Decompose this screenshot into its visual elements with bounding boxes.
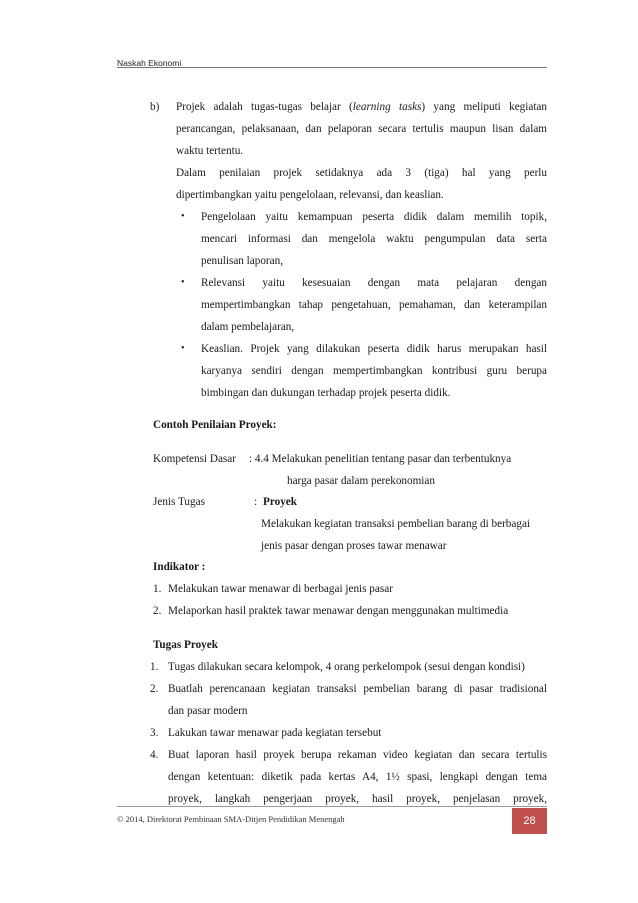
indikator-num-2: 2.: [153, 605, 162, 617]
jenis-value: Proyek: [263, 496, 297, 508]
indikator-num-1: 1.: [153, 583, 162, 595]
bullet-2-line-1: Relevansi yaitu kesesuaian dengan mata pelajaran dengan: [201, 277, 547, 289]
tugas-1-line-1: Tugas dilakukan secara kelompok, 4 orang perkelompok (sesui dengan kondisi): [168, 661, 525, 673]
kompetensi-value-2: harga pasar dalam perekonomian: [287, 475, 435, 487]
item-b-line-5: dipertimbangkan yaitu pengelolaan, relevansi, dan keaslian.: [176, 189, 444, 201]
indikator-heading: Indikator :: [153, 561, 206, 573]
bullet-icon: •: [181, 277, 185, 288]
bullet-icon: •: [181, 343, 185, 354]
footer-divider: [117, 806, 547, 807]
tugas-num-1: 1.: [150, 661, 159, 673]
bullet-1-line-1: Pengelolaan yaitu kemampuan peserta didik dalam memilih topik,: [201, 211, 547, 223]
jenis-colon: :: [254, 496, 258, 508]
bullet-1-line-2: mencari informasi dan mengelola waktu pengumpulan data serta: [201, 233, 547, 245]
item-b-line-4: Dalam penilaian projek setidaknya ada 3 (tiga) hal yang perlu: [176, 167, 547, 179]
tugas-3-line-1: Lakukan tawar menawar pada kegiatan tersebut: [168, 727, 382, 739]
indikator-text-1: Melakukan tawar menawar di berbagai jenis pasar: [168, 583, 393, 595]
item-b-line-1: [176, 96, 547, 118]
bullet-3-line-2: karyanya sendiri dengan mempertimbangkan kontribusi guru berupa: [201, 365, 547, 377]
item-b-line-2: perancangan, pelaksanaan, dan pelaporan secara tertulis maupun lisan dalam: [176, 123, 547, 135]
bullet-3-line-3: bimbingan dan dukungan terhadap projek peserta didik.: [201, 387, 451, 399]
header-divider: [117, 67, 547, 68]
footer-copyright: © 2014, Direktorat Pembinaan SMA-Ditjen Pendidikan Menengah: [117, 814, 345, 824]
tugas-num-4: 4.: [150, 749, 159, 761]
page-number-badge: 28: [512, 808, 547, 834]
bullet-1-line-3: penulisan laporan,: [201, 255, 284, 267]
tugas-4-line-3: proyek, langkah pengerjaan proyek, hasil proyek, penjelasan proyek,: [168, 793, 547, 805]
jenis-desc-2: jenis pasar dengan proses tawar menawar: [261, 540, 447, 552]
tugas-2-line-1: Buatlah perencanaan kegiatan transaksi pembelian barang di pasar tradisional: [168, 683, 547, 695]
item-b-text-1c: ) yang meliputi kegiatan: [421, 101, 547, 113]
indikator-text-2: Melaporkan hasil praktek tawar menawar dengan menggunakan multimedia: [168, 605, 509, 617]
jenis-desc-1: Melakukan kegiatan transaksi pembelian barang di berbagai: [261, 518, 531, 530]
item-b-line-3: waktu tertentu.: [176, 145, 244, 157]
tugas-4-line-1: Buat laporan hasil proyek berupa rekaman video kegiatan dan secara tertulis: [168, 749, 547, 761]
bullet-3-line-1: Keaslian. Projek yang dilakukan peserta didik harus merupakan hasil: [201, 343, 547, 355]
tugas-num-3: 3.: [150, 727, 159, 739]
jenis-label: Jenis Tugas: [153, 496, 205, 508]
bullet-2-line-3: dalam pembelajaran,: [201, 321, 295, 333]
kompetensi-label: Kompetensi Dasar: [153, 453, 236, 465]
contoh-heading: Contoh Penilaian Proyek:: [153, 419, 277, 431]
header-title: Naskah Ekonomi: [117, 58, 182, 68]
bullet-icon: •: [181, 211, 185, 222]
item-b-text-1a: Projek adalah tugas-tugas belajar (: [176, 101, 353, 113]
kompetensi-value-1: : 4.4 Melakukan penelitian tentang pasar dan terbentuknya: [249, 453, 512, 465]
tugas-heading: Tugas Proyek: [153, 639, 218, 651]
bullet-2-line-2: mempertimbangkan tahap pengetahuan, pemahaman, dan keterampilan: [201, 299, 547, 311]
tugas-4-line-2: dengan ketentuan: diketik pada kertas A4, 1½ spasi, lengkapi dengan tema: [168, 771, 547, 783]
tugas-2-line-2: dan pasar modern: [168, 705, 248, 717]
tugas-num-2: 2.: [150, 683, 159, 695]
item-b-text-1b: learning tasks: [352, 101, 422, 113]
item-b-marker: b): [150, 101, 160, 113]
